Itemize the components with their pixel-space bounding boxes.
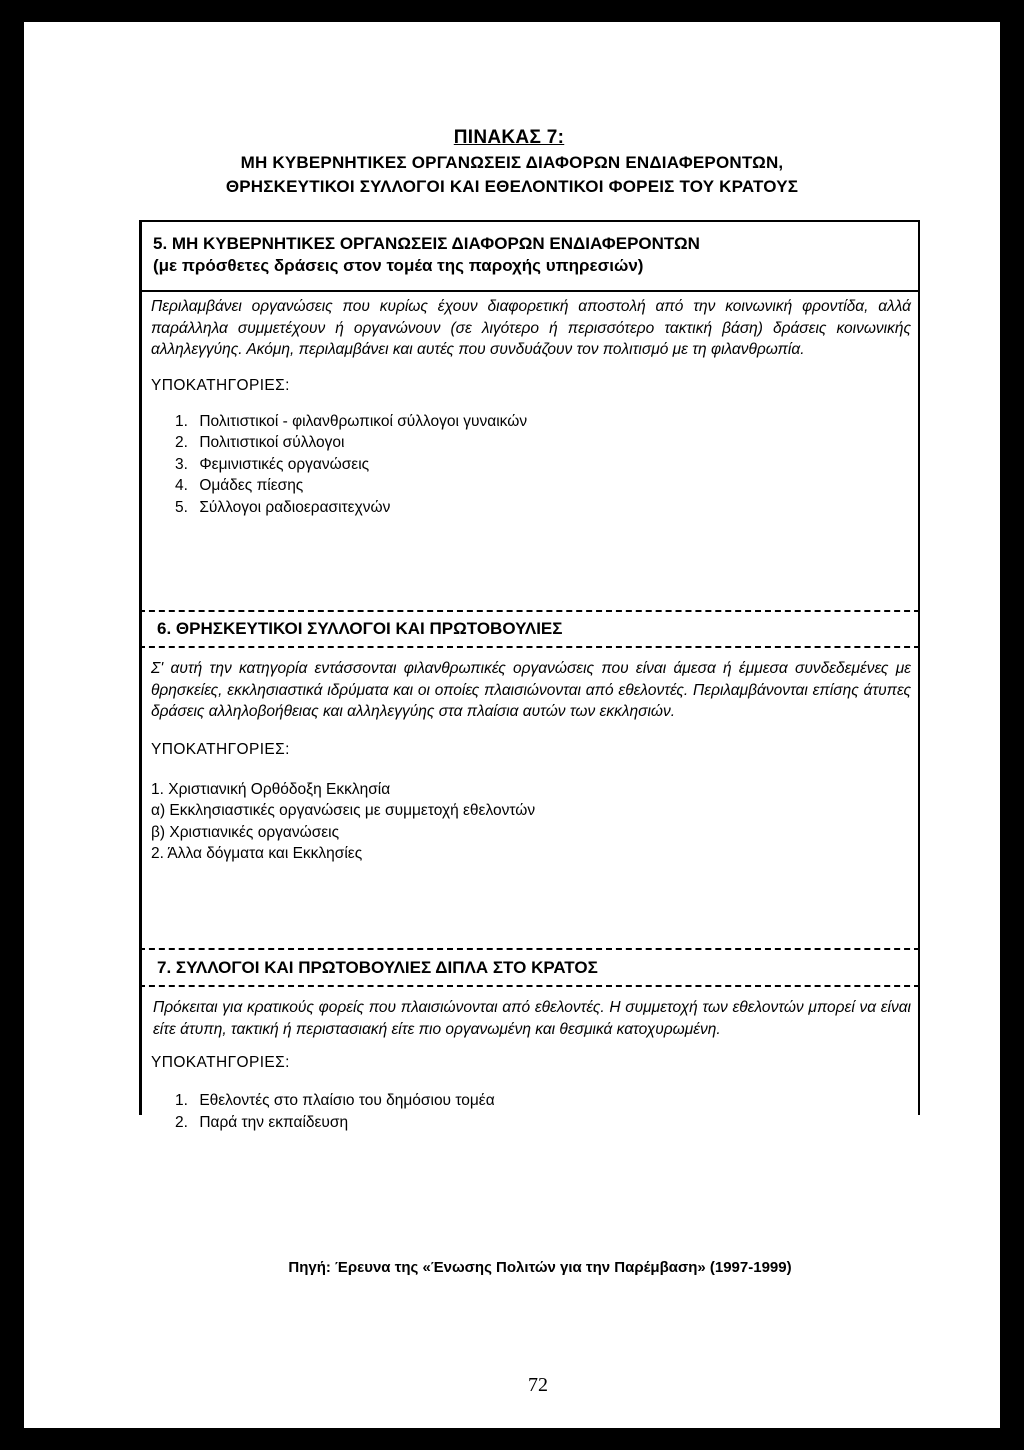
section-5-subcategories-label: ΥΠΟΚΑΤΗΓΟΡΙΕΣ: [151, 376, 290, 394]
table-title-block [24, 127, 1000, 197]
list-item: 2. Άλλα δόγματα και Εκκλησίες [151, 845, 363, 862]
section-7-list [142, 1090, 923, 1133]
section-7-body [142, 997, 923, 1133]
list-item: 1. Πολιτιστικοί - φιλανθρωπικοί σύλλογοι γυναικών [175, 412, 528, 430]
section-6 [142, 618, 923, 640]
table-subtitle-line2: ΘΡΗΣΚΕΥΤΙΚΟΙ ΣΥΛΛΟΓΟΙ ΚΑΙ ΕΘΕΛΟΝΤΙΚΟΙ ΦΟΡΕΙΣ ΤΟΥ ΚΡΑΤΟΥΣ [225, 177, 799, 196]
section-7-divider [139, 985, 920, 987]
section-6-divider [139, 646, 920, 648]
list-item: 4. Ομάδες πίεσης [175, 477, 304, 494]
section-6-list [142, 779, 923, 865]
section-5-divider [139, 290, 920, 292]
list-item: 3. Φεμινιστικές οργανώσεις [175, 455, 370, 473]
section-7-heading: 7. ΣΥΛΛΟΓΟΙ ΚΑΙ ΠΡΩΤΟΒΟΥΛΙΕΣ ΔΙΠΛΑ ΣΤΟ ΚΡΑΤΟΣ [157, 958, 598, 977]
list-item: 1. Χριστιανική Ορθόδοξη Εκκλησία [151, 780, 391, 798]
section-5 [142, 233, 923, 277]
section-7 [142, 957, 923, 979]
section-7-top-border [139, 948, 920, 950]
table-title: ΠΙΝΑΚΑΣ 7: [453, 127, 565, 148]
list-item: 2. Παρά την εκπαίδευση [175, 1113, 349, 1131]
list-item: 5. Σύλλογοι ραδιοερασιτεχνών [175, 498, 391, 516]
section-5-subheading: (με πρόσθετες δράσεις στον τομέα της παροχής υπηρεσιών) [153, 256, 644, 275]
categories-table [139, 220, 920, 1131]
page-number: 72 [528, 1374, 548, 1396]
document-page [24, 22, 1000, 1428]
section-6-description: Σ' αυτή την κατηγορία εντάσσονται φιλανθρωπικές οργανώσεις που είναι άμεσα ή έμμεσα συνδεδεμένες με θρησκείες, εκκλησιαστικά ιδρύματα και οι οποίες πλαισιώνονται από εθελοντές. Περιλαμβάνονται επίσης άτυπες δράσεις αλληλοβοήθειας και αλληλεγγύης στα πλαίσια αυτών των εκκλησιών. [151, 660, 911, 720]
table-top-border [139, 220, 920, 222]
section-6-top-border [139, 610, 920, 612]
section-5-description: Περιλαμβάνει οργανώσεις που κυρίως έχουν διαφορετική αποστολή από την κοινωνική φροντίδα, αλλά παράλληλα συμμετέχουν ή οργανώνουν (σε λιγότερο ή περισσότερο τακτική βάση) δράσεις κοινωνικής αλληλεγγύης. Ακόμη, περιλαμβάνει και αυτές που συνδυάζουν τον πολιτισμό με τη φιλανθρωπία. [151, 298, 911, 358]
section-5-list [142, 411, 923, 519]
section-7-subcategories-label: ΥΠΟΚΑΤΗΓΟΡΙΕΣ: [151, 1054, 290, 1071]
section-6-body [142, 658, 923, 865]
section-7-description: Πρόκειται για κρατικούς φορείς που πλαισιώνονται από εθελοντές. Η συμμετοχή των εθελοντών μπορεί να είναι είτε άτυπη, τακτική ή περιστασιακή είτε πιο οργανωμένη και θεσμικά κατοχυρωμένη. [153, 999, 911, 1038]
table-subtitle-line1: ΜΗ ΚΥΒΕΡΝΗΤΙΚΕΣ ΟΡΓΑΝΩΣΕΙΣ ΔΙΑΦΟΡΩΝ ΕΝΔΙΑΦΕΡΟΝΤΩΝ, [240, 153, 784, 172]
list-item: 2. Πολιτιστικοί σύλλογοι [175, 434, 345, 451]
section-5-body [142, 296, 923, 518]
list-item: 1. Εθελοντές στο πλαίσιο του δημόσιου τομέα [175, 1092, 495, 1109]
source-note: Πηγή: Έρευνα της «Ένωσης Πολιτών για την Παρέμβαση» (1997-1999) [288, 1259, 792, 1276]
section-6-subcategories-label: ΥΠΟΚΑΤΗΓΟΡΙΕΣ: [151, 740, 290, 758]
list-item: β) Χριστιανικές οργανώσεις [151, 823, 340, 841]
section-5-heading: 5. ΜΗ ΚΥΒΕΡΝΗΤΙΚΕΣ ΟΡΓΑΝΩΣΕΙΣ ΔΙΑΦΟΡΩΝ ΕΝΔΙΑΦΕΡΟΝΤΩΝ [153, 234, 700, 253]
list-item: α) Εκκλησιαστικές οργανώσεις με συμμετοχή εθελοντών [151, 802, 536, 819]
section-6-heading: 6. ΘΡΗΣΚΕΥΤΙΚΟΙ ΣΥΛΛΟΓΟΙ ΚΑΙ ΠΡΩΤΟΒΟΥΛΙΕΣ [157, 619, 563, 638]
